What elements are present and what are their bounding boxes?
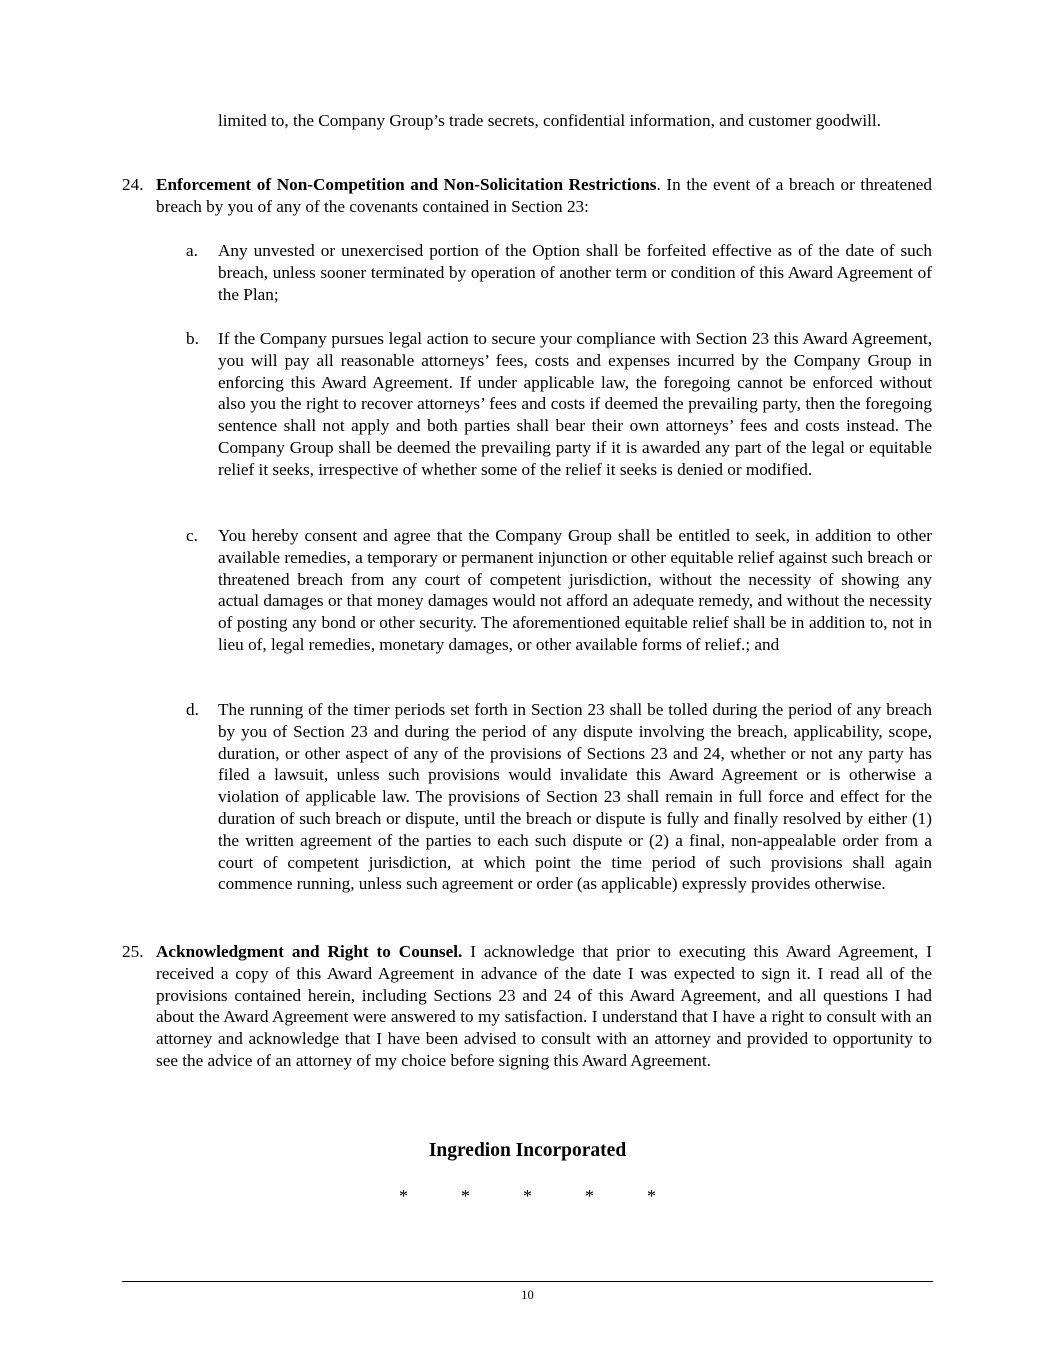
list-item-d [186, 699, 932, 895]
list-item-b [186, 328, 932, 481]
star-glyph: * [461, 1186, 470, 1206]
section-24-intro-text: . In the event of a breach or threatened breach by you of any of the covenants contained in Section 23: [156, 175, 933, 216]
list-item-label: a. [186, 241, 198, 260]
section-24-number: 24. [122, 175, 144, 194]
section-25-body: I acknowledge that prior to executing this Award Agreement, I received a copy of this Award Agreement in advance of the date I was expected to sign it. I read all of the provisions contained herein, including Sections 23 and 24 of this Award Agreement, and all questions I had about the Award Agreement were answered to my satisfaction. I understand that I have a right to consult with an attorney and acknowledge that I have been advised to consult with an attorney and provided to opportunity to see the advice of an attorney of my choice before signing this Award Agreement. [156, 942, 932, 1070]
list-item-label: b. [186, 329, 199, 348]
section-25-text [156, 941, 932, 1072]
stars-separator [0, 1186, 1055, 1210]
star-glyph: * [399, 1186, 408, 1206]
section-25-heading: Acknowledgment and Right to Counsel. [156, 942, 463, 961]
section-25 [122, 941, 932, 1072]
company-name: Ingredion Incorporated [428, 1140, 627, 1161]
list-item-label: c. [186, 526, 198, 545]
section-24-heading: Enforcement of Non-Competition and Non-Solicitation Restrictions [156, 175, 657, 194]
star-glyph: * [647, 1186, 656, 1206]
footer-rule [122, 1281, 933, 1282]
continuation-paragraph: limited to, the Company Group’s trade secrets, confidential information, and customer goodwill. [218, 111, 882, 130]
star-glyph: * [523, 1186, 532, 1206]
list-item-c [186, 525, 932, 656]
list-item-text: If the Company pursues legal action to secure your compliance with Section 23 this Award Agreement, you will pay all reasonable attorneys’ fees, costs and expenses incurred by the Company Group in enforcing this Award Agreement. If under applicable law, the foregoing cannot be enforced without also you the right to recover attorneys’ fees and costs if deemed the prevailing party, then the foregoing sentence shall not apply and both parties shall bear their own attorneys’ fees and costs instead. The Company Group shall be deemed the prevailing party if it is awarded any part of the legal or equitable relief it seeks, irrespective of whether some of the relief it seeks is denied or modified. [218, 329, 932, 479]
star-glyph: * [585, 1186, 594, 1206]
section-25-number: 25. [122, 942, 144, 961]
list-item-label: d. [186, 700, 199, 719]
list-item-a [186, 240, 932, 305]
list-item-text: You hereby consent and agree that the Company Group shall be entitled to seek, in addition to other available remedies, a temporary or permanent injunction or other equitable relief against such breach or threatened breach from any court of competent jurisdiction, without the necessity of showing any actual damages or that money damages would not afford an adequate remedy, and without the necessity of posting any bond or other security. The aforementioned equitable relief shall be in addition to, not in lieu of, legal remedies, monetary damages, or other available forms of relief.; and [218, 526, 932, 654]
section-24-intro [156, 174, 932, 218]
page-number: 10 [521, 1288, 534, 1302]
section-24 [122, 174, 932, 218]
list-item-text: The running of the timer periods set forth in Section 23 shall be tolled during the period of any breach by you of Section 23 and during the period of any dispute involving the breach, applicability, scope, duration, or other aspect of any of the provisions of Sections 23 and 24, whether or not any party has filed a lawsuit, unless such provisions would invalidate this Award Agreement or is otherwise a violation of applicable law. The provisions of Section 23 shall remain in full force and effect for the duration of such breach or dispute, until the breach or dispute is fully and finally resolved by either (1) the written agreement of the parties to each such dispute or (2) a final, non-appealable order from a court of competent jurisdiction, at which point the time period of such provisions shall again commence running, unless such agreement or order (as applicable) expressly provides otherwise. [218, 700, 932, 894]
list-item-text: Any unvested or unexercised portion of the Option shall be forfeited effective as of the date of such breach, unless sooner terminated by operation of another term or condition of this Award Agreement of the Plan; [218, 241, 932, 304]
